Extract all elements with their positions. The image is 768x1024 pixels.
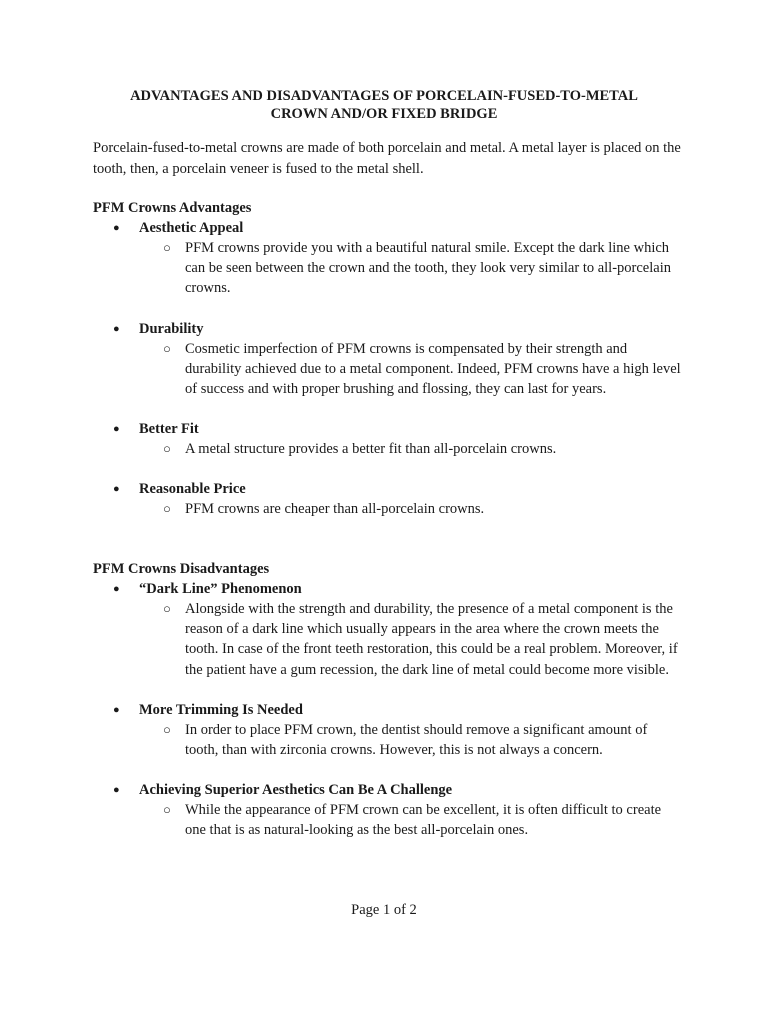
item-text: Cosmetic imperfection of PFM crowns is compensated by their strength and durability achieved due to a metal component. Indeed, PFM crowns have a high level of success and with proper brushing and flossing, they can last for years.	[185, 340, 681, 398]
bullet-icon: ●	[113, 583, 120, 595]
advantage-item	[93, 319, 683, 400]
document-title	[92, 87, 676, 123]
circle-bullet-icon: ○	[163, 601, 171, 616]
circle-bullet-icon: ○	[163, 721, 171, 737]
circle-bullet-icon: ○	[163, 501, 171, 517]
advantages-heading: PFM Crowns Advantages	[93, 200, 252, 216]
item-text: While the appearance of PFM crown can be excellent, it is often difficult to create one that is as natural-looking as the best all-porcelain ones.	[185, 802, 662, 839]
bullet-icon: ●	[113, 784, 120, 797]
title-line-1: ADVANTAGES AND DISADVANTAGES OF PORCELAIN-FUSED-TO-METAL	[130, 88, 638, 104]
circle-bullet-icon: ○	[163, 802, 171, 818]
disadvantage-item	[93, 579, 683, 680]
item-text: In order to place PFM crown, the dentist should remove a significant amount of tooth, than with zirconia crowns. However, this is not always a concern.	[185, 721, 648, 759]
item-title: More Trimming Is Needed	[139, 701, 303, 718]
circle-bullet-icon: ○	[163, 340, 171, 356]
disadvantage-item	[93, 780, 683, 840]
bullet-icon: ●	[113, 483, 120, 496]
disadvantage-item	[93, 700, 683, 760]
advantage-item	[93, 419, 683, 459]
title-line-2: CROWN AND/OR FIXED BRIDGE	[270, 106, 498, 122]
bullet-icon: ●	[113, 423, 120, 436]
item-title: Better Fit	[139, 421, 199, 438]
item-text: Alongside with the strength and durability, the presence of a metal component is the reason of a dark line which usually appears in the area where the crown meets the tooth. In case of the front teeth restoration, this could be a real problem. Moreover, if the patient have a gum recession, the dark line of metal could become more visible.	[185, 601, 678, 678]
advantages-section	[93, 198, 683, 520]
item-title: “Dark Line” Phenomenon	[139, 581, 302, 597]
item-title: Durability	[139, 320, 204, 337]
item-text: PFM crowns provide you with a beautiful natural smile. Except the dark line which can be seen between the crown and the tooth, they look very similar to all-porcelain crowns.	[185, 240, 671, 297]
page-number: Page 1 of 2	[351, 902, 417, 918]
bullet-icon: ●	[113, 703, 120, 716]
disadvantages-heading: PFM Crowns Disadvantages	[93, 561, 270, 577]
intro-paragraph: Porcelain-fused-to-metal crowns are made of both porcelain and metal. A metal layer is placed on the tooth, then, a porcelain veneer is fused to the metal shell.	[93, 140, 681, 177]
item-text: A metal structure provides a better fit than all-porcelain crowns.	[185, 441, 557, 458]
item-title: Achieving Superior Aesthetics Can Be A Challenge	[139, 782, 453, 799]
item-text: PFM crowns are cheaper than all-porcelain crowns.	[185, 501, 485, 518]
item-title: Aesthetic Appeal	[139, 220, 244, 236]
item-title: Reasonable Price	[139, 481, 246, 498]
bullet-icon: ●	[113, 322, 120, 335]
bullet-icon: ●	[113, 222, 120, 234]
circle-bullet-icon: ○	[163, 441, 171, 457]
circle-bullet-icon: ○	[163, 240, 171, 255]
advantage-item	[93, 479, 683, 519]
advantage-item	[93, 218, 683, 299]
disadvantages-section	[93, 559, 683, 841]
